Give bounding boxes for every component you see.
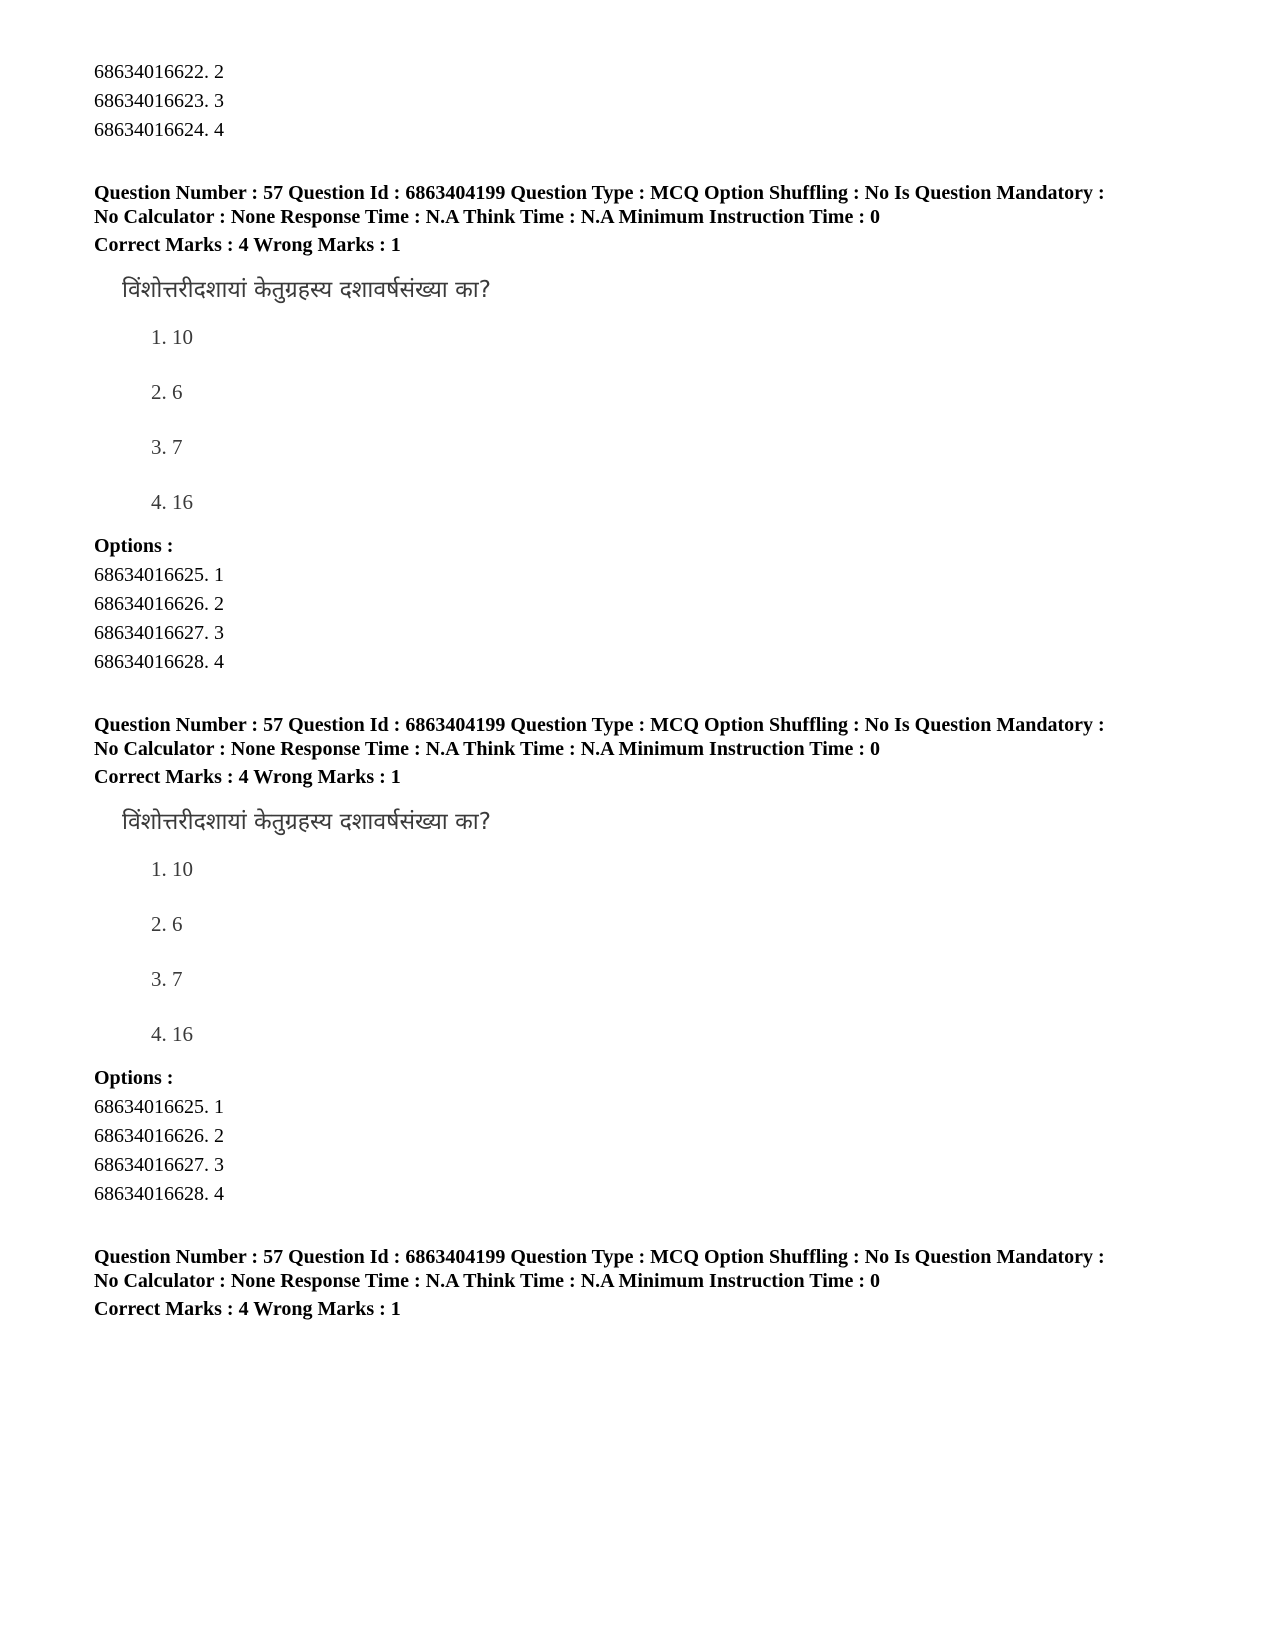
question-block xyxy=(94,713,1214,1209)
options-label: Options : xyxy=(94,535,174,557)
option-list xyxy=(94,561,1214,677)
top-option-list xyxy=(94,58,1214,145)
question-option: 3. 7 xyxy=(151,435,183,459)
marks-line: Correct Marks : 4 Wrong Marks : 1 xyxy=(94,1298,401,1320)
question-header-line: Question Number : 57 Question Id : 6863404199 Question Type : MCQ Option Shuffling : No Is Question Mandatory : xyxy=(94,182,1105,204)
question-header-line: Question Number : 57 Question Id : 6863404199 Question Type : MCQ Option Shuffling : No Is Question Mandatory : xyxy=(94,1246,1105,1268)
question-image xyxy=(122,270,1214,530)
question-header-line: Question Number : 57 Question Id : 6863404199 Question Type : MCQ Option Shuffling : No Is Question Mandatory : xyxy=(94,714,1105,736)
question-header-line: No Calculator : None Response Time : N.A Think Time : N.A Minimum Instruction Time : 0 xyxy=(94,738,880,760)
question-header-line: No Calculator : None Response Time : N.A Think Time : N.A Minimum Instruction Time : 0 xyxy=(94,206,880,228)
question-option: 1. 10 xyxy=(151,325,193,349)
option-item: 68634016626. 2 xyxy=(94,1125,224,1147)
question-image xyxy=(122,802,1214,1062)
question-text: विंशोत्तरीदशायां केतुग्रहस्य दशावर्षसंख्या का? xyxy=(122,277,491,303)
options-label: Options : xyxy=(94,1067,174,1089)
question-header xyxy=(94,713,1214,761)
option-item: 68634016628. 4 xyxy=(94,651,224,673)
option-item: 68634016625. 1 xyxy=(94,1096,224,1118)
option-item: 68634016627. 3 xyxy=(94,1154,224,1176)
question-block xyxy=(94,181,1214,677)
question-header-line: No Calculator : None Response Time : N.A Think Time : N.A Minimum Instruction Time : 0 xyxy=(94,1270,880,1292)
question-text: विंशोत्तरीदशायां केतुग्रहस्य दशावर्षसंख्या का? xyxy=(122,809,491,835)
option-item: 68634016624. 4 xyxy=(94,119,224,141)
question-option: 2. 6 xyxy=(151,912,183,936)
spacer xyxy=(94,677,1214,713)
question-header xyxy=(94,1245,1214,1293)
question-option: 1. 10 xyxy=(151,857,193,881)
option-item: 68634016626. 2 xyxy=(94,593,224,615)
spacer xyxy=(94,1209,1214,1245)
question-block xyxy=(94,1245,1214,1324)
option-item: 68634016625. 1 xyxy=(94,564,224,586)
marks-line: Correct Marks : 4 Wrong Marks : 1 xyxy=(94,766,401,788)
question-option: 4. 16 xyxy=(151,1022,193,1046)
option-item: 68634016622. 2 xyxy=(94,61,224,83)
spacer xyxy=(94,145,1214,181)
question-header xyxy=(94,181,1214,229)
option-item: 68634016623. 3 xyxy=(94,90,224,112)
marks-line: Correct Marks : 4 Wrong Marks : 1 xyxy=(94,234,401,256)
question-option: 4. 16 xyxy=(151,490,193,514)
question-option: 3. 7 xyxy=(151,967,183,991)
option-list xyxy=(94,1093,1214,1209)
option-item: 68634016627. 3 xyxy=(94,622,224,644)
document-page xyxy=(94,58,1214,1324)
option-item: 68634016628. 4 xyxy=(94,1183,224,1205)
question-option: 2. 6 xyxy=(151,380,183,404)
